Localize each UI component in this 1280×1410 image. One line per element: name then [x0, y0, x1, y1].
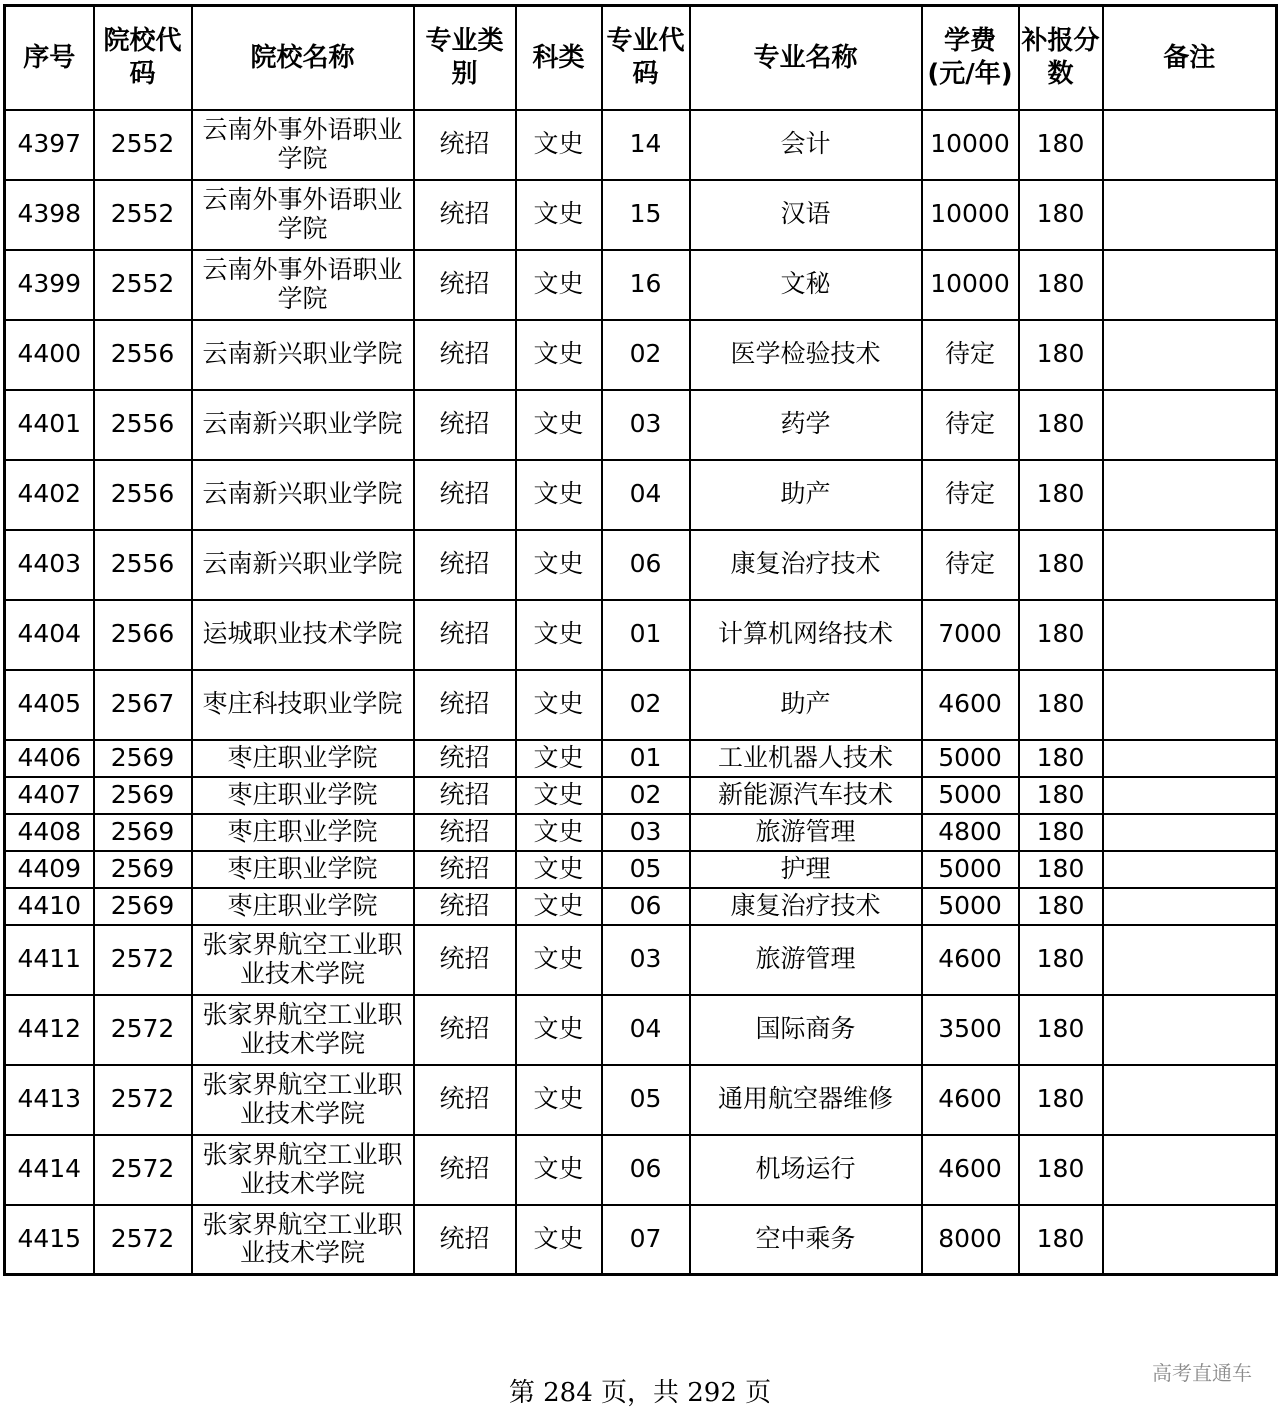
cell-major-name: 国际商务 — [690, 995, 922, 1065]
cell-school-code: 2556 — [94, 530, 192, 600]
table-row — [5, 250, 1277, 320]
cell-subject: 文史 — [516, 390, 602, 460]
cell-subject: 文史 — [516, 1205, 602, 1275]
cell-subject: 文史 — [516, 600, 602, 670]
table-row — [5, 814, 1277, 851]
cell-tuition: 4600 — [922, 925, 1019, 995]
cell-school-name: 枣庄职业学院 — [192, 814, 414, 851]
cell-seq: 4399 — [5, 250, 94, 320]
cell-major-code: 01 — [602, 600, 690, 670]
cell-tuition: 4600 — [922, 1135, 1019, 1205]
cell-major-name: 会计 — [690, 110, 922, 180]
cell-subject: 文史 — [516, 814, 602, 851]
cell-note — [1103, 320, 1277, 390]
table-row — [5, 1205, 1277, 1275]
table-row — [5, 995, 1277, 1065]
cell-score: 180 — [1019, 670, 1103, 740]
cell-tuition: 4600 — [922, 670, 1019, 740]
cell-major-name: 通用航空器维修 — [690, 1065, 922, 1135]
cell-school-code: 2569 — [94, 888, 192, 925]
cell-major-name: 旅游管理 — [690, 925, 922, 995]
cell-seq: 4406 — [5, 740, 94, 777]
cell-score: 180 — [1019, 814, 1103, 851]
cell-major-category: 统招 — [414, 530, 516, 600]
cell-major-code: 15 — [602, 180, 690, 250]
cell-note — [1103, 390, 1277, 460]
cell-subject: 文史 — [516, 110, 602, 180]
cell-school-name: 枣庄职业学院 — [192, 740, 414, 777]
cell-tuition: 10000 — [922, 110, 1019, 180]
cell-tuition: 待定 — [922, 390, 1019, 460]
cell-major-name: 护理 — [690, 851, 922, 888]
cell-major-category: 统招 — [414, 180, 516, 250]
cell-seq: 4414 — [5, 1135, 94, 1205]
cell-subject: 文史 — [516, 851, 602, 888]
cell-seq: 4398 — [5, 180, 94, 250]
cell-school-name: 张家界航空工业职业技术学院 — [192, 995, 414, 1065]
cell-tuition: 3500 — [922, 995, 1019, 1065]
cell-note — [1103, 814, 1277, 851]
table-row — [5, 530, 1277, 600]
table-row — [5, 1065, 1277, 1135]
table-row — [5, 1135, 1277, 1205]
cell-note — [1103, 250, 1277, 320]
cell-major-category: 统招 — [414, 460, 516, 530]
cell-tuition: 8000 — [922, 1205, 1019, 1275]
cell-seq: 4411 — [5, 925, 94, 995]
cell-subject: 文史 — [516, 1065, 602, 1135]
cell-major-category: 统招 — [414, 925, 516, 995]
table-row — [5, 670, 1277, 740]
cell-school-name: 枣庄职业学院 — [192, 777, 414, 814]
cell-score: 180 — [1019, 390, 1103, 460]
cell-note — [1103, 1135, 1277, 1205]
cell-subject: 文史 — [516, 777, 602, 814]
cell-major-code: 07 — [602, 1205, 690, 1275]
header-tuition: 学费(元/年) — [922, 6, 1019, 110]
cell-note — [1103, 1065, 1277, 1135]
cell-tuition: 5000 — [922, 888, 1019, 925]
cell-major-category: 统招 — [414, 670, 516, 740]
cell-subject: 文史 — [516, 888, 602, 925]
cell-major-name: 空中乘务 — [690, 1205, 922, 1275]
cell-school-code: 2572 — [94, 995, 192, 1065]
header-major-category: 专业类别 — [414, 6, 516, 110]
cell-school-name: 张家界航空工业职业技术学院 — [192, 1065, 414, 1135]
cell-major-code: 06 — [602, 888, 690, 925]
cell-note — [1103, 530, 1277, 600]
cell-major-category: 统招 — [414, 851, 516, 888]
cell-school-code: 2556 — [94, 460, 192, 530]
cell-school-name: 枣庄职业学院 — [192, 888, 414, 925]
cell-note — [1103, 180, 1277, 250]
watermark: 高考直通车 — [1152, 1361, 1252, 1385]
cell-major-name: 康复治疗技术 — [690, 888, 922, 925]
cell-seq: 4410 — [5, 888, 94, 925]
cell-seq: 4404 — [5, 600, 94, 670]
cell-major-name: 新能源汽车技术 — [690, 777, 922, 814]
cell-score: 180 — [1019, 1135, 1103, 1205]
cell-subject: 文史 — [516, 670, 602, 740]
cell-subject: 文史 — [516, 740, 602, 777]
cell-school-name: 张家界航空工业职业技术学院 — [192, 925, 414, 995]
cell-subject: 文史 — [516, 320, 602, 390]
cell-major-category: 统招 — [414, 250, 516, 320]
cell-school-name: 云南外事外语职业学院 — [192, 110, 414, 180]
cell-subject: 文史 — [516, 530, 602, 600]
cell-major-code: 03 — [602, 925, 690, 995]
cell-major-name: 旅游管理 — [690, 814, 922, 851]
cell-note — [1103, 1205, 1277, 1275]
header-major-code: 专业代码 — [602, 6, 690, 110]
table-row — [5, 600, 1277, 670]
cell-tuition: 10000 — [922, 250, 1019, 320]
cell-school-name: 运城职业技术学院 — [192, 600, 414, 670]
cell-school-code: 2552 — [94, 110, 192, 180]
cell-seq: 4407 — [5, 777, 94, 814]
header-score: 补报分数 — [1019, 6, 1103, 110]
cell-school-name: 云南新兴职业学院 — [192, 530, 414, 600]
cell-score: 180 — [1019, 600, 1103, 670]
cell-subject: 文史 — [516, 1135, 602, 1205]
cell-school-code: 2566 — [94, 600, 192, 670]
table-row — [5, 777, 1277, 814]
cell-school-code: 2569 — [94, 777, 192, 814]
cell-score: 180 — [1019, 1065, 1103, 1135]
cell-tuition: 5000 — [922, 740, 1019, 777]
cell-subject: 文史 — [516, 460, 602, 530]
cell-note — [1103, 600, 1277, 670]
cell-major-code: 16 — [602, 250, 690, 320]
header-school-name: 院校名称 — [192, 6, 414, 110]
cell-subject: 文史 — [516, 250, 602, 320]
cell-score: 180 — [1019, 460, 1103, 530]
cell-major-category: 统招 — [414, 390, 516, 460]
header-school-code: 院校代码 — [94, 6, 192, 110]
cell-major-name: 医学检验技术 — [690, 320, 922, 390]
cell-major-name: 计算机网络技术 — [690, 600, 922, 670]
table-row — [5, 851, 1277, 888]
cell-note — [1103, 851, 1277, 888]
cell-school-code: 2556 — [94, 390, 192, 460]
table-row — [5, 390, 1277, 460]
cell-note — [1103, 925, 1277, 995]
cell-major-code: 14 — [602, 110, 690, 180]
cell-major-code: 05 — [602, 1065, 690, 1135]
cell-seq: 4401 — [5, 390, 94, 460]
cell-school-name: 枣庄科技职业学院 — [192, 670, 414, 740]
cell-school-code: 2556 — [94, 320, 192, 390]
cell-major-code: 03 — [602, 814, 690, 851]
cell-major-code: 02 — [602, 777, 690, 814]
cell-major-code: 05 — [602, 851, 690, 888]
cell-tuition: 5000 — [922, 851, 1019, 888]
cell-school-name: 枣庄职业学院 — [192, 851, 414, 888]
cell-major-category: 统招 — [414, 888, 516, 925]
cell-subject: 文史 — [516, 180, 602, 250]
cell-major-name: 药学 — [690, 390, 922, 460]
table-body — [5, 110, 1277, 1275]
cell-score: 180 — [1019, 250, 1103, 320]
cell-tuition: 7000 — [922, 600, 1019, 670]
cell-seq: 4403 — [5, 530, 94, 600]
cell-major-code: 03 — [602, 390, 690, 460]
cell-major-name: 汉语 — [690, 180, 922, 250]
cell-major-code: 02 — [602, 670, 690, 740]
cell-school-code: 2567 — [94, 670, 192, 740]
cell-note — [1103, 460, 1277, 530]
cell-school-name: 云南新兴职业学院 — [192, 320, 414, 390]
header-note: 备注 — [1103, 6, 1277, 110]
cell-major-category: 统招 — [414, 995, 516, 1065]
cell-major-name: 文秘 — [690, 250, 922, 320]
cell-school-code: 2569 — [94, 740, 192, 777]
cell-major-category: 统招 — [414, 110, 516, 180]
cell-seq: 4413 — [5, 1065, 94, 1135]
cell-seq: 4408 — [5, 814, 94, 851]
cell-major-code: 01 — [602, 740, 690, 777]
cell-subject: 文史 — [516, 995, 602, 1065]
cell-score: 180 — [1019, 851, 1103, 888]
cell-score: 180 — [1019, 530, 1103, 600]
cell-score: 180 — [1019, 1205, 1103, 1275]
cell-school-code: 2572 — [94, 1205, 192, 1275]
cell-seq: 4409 — [5, 851, 94, 888]
cell-major-category: 统招 — [414, 777, 516, 814]
cell-tuition: 10000 — [922, 180, 1019, 250]
cell-seq: 4405 — [5, 670, 94, 740]
cell-school-name: 云南外事外语职业学院 — [192, 180, 414, 250]
cell-school-code: 2552 — [94, 180, 192, 250]
header-subject: 科类 — [516, 6, 602, 110]
cell-tuition: 待定 — [922, 460, 1019, 530]
cell-score: 180 — [1019, 740, 1103, 777]
header-seq: 序号 — [5, 6, 94, 110]
cell-major-category: 统招 — [414, 320, 516, 390]
cell-major-code: 02 — [602, 320, 690, 390]
cell-score: 180 — [1019, 180, 1103, 250]
cell-school-code: 2572 — [94, 1065, 192, 1135]
cell-school-code: 2569 — [94, 814, 192, 851]
cell-score: 180 — [1019, 888, 1103, 925]
cell-school-code: 2572 — [94, 925, 192, 995]
table-row — [5, 110, 1277, 180]
cell-note — [1103, 888, 1277, 925]
page-number: 第 284 页，共 292 页 — [508, 1378, 772, 1408]
cell-major-category: 统招 — [414, 1205, 516, 1275]
header-row — [5, 6, 1277, 110]
cell-school-name: 张家界航空工业职业技术学院 — [192, 1205, 414, 1275]
cell-note — [1103, 670, 1277, 740]
table-row — [5, 888, 1277, 925]
cell-subject: 文史 — [516, 925, 602, 995]
cell-school-name: 云南外事外语职业学院 — [192, 250, 414, 320]
table-row — [5, 460, 1277, 530]
cell-major-code: 04 — [602, 460, 690, 530]
cell-note — [1103, 740, 1277, 777]
cell-school-code: 2569 — [94, 851, 192, 888]
cell-major-category: 统招 — [414, 600, 516, 670]
cell-school-code: 2552 — [94, 250, 192, 320]
cell-note — [1103, 777, 1277, 814]
table-row — [5, 180, 1277, 250]
table-row — [5, 740, 1277, 777]
cell-major-name: 助产 — [690, 460, 922, 530]
cell-major-name: 工业机器人技术 — [690, 740, 922, 777]
cell-school-name: 云南新兴职业学院 — [192, 390, 414, 460]
cell-major-category: 统招 — [414, 740, 516, 777]
cell-score: 180 — [1019, 925, 1103, 995]
cell-tuition: 5000 — [922, 777, 1019, 814]
cell-major-code: 06 — [602, 1135, 690, 1205]
cell-school-code: 2572 — [94, 1135, 192, 1205]
cell-score: 180 — [1019, 995, 1103, 1065]
cell-score: 180 — [1019, 320, 1103, 390]
cell-major-category: 统招 — [414, 1135, 516, 1205]
cell-school-name: 张家界航空工业职业技术学院 — [192, 1135, 414, 1205]
cell-tuition: 4800 — [922, 814, 1019, 851]
header-major-name: 专业名称 — [690, 6, 922, 110]
table-row — [5, 320, 1277, 390]
cell-seq: 4402 — [5, 460, 94, 530]
cell-school-name: 云南新兴职业学院 — [192, 460, 414, 530]
cell-score: 180 — [1019, 777, 1103, 814]
cell-major-category: 统招 — [414, 1065, 516, 1135]
cell-seq: 4397 — [5, 110, 94, 180]
table-row — [5, 925, 1277, 995]
cell-major-code: 04 — [602, 995, 690, 1065]
cell-note — [1103, 995, 1277, 1065]
cell-major-code: 06 — [602, 530, 690, 600]
cell-major-name: 助产 — [690, 670, 922, 740]
cell-seq: 4412 — [5, 995, 94, 1065]
cell-seq: 4400 — [5, 320, 94, 390]
cell-note — [1103, 110, 1277, 180]
cell-seq: 4415 — [5, 1205, 94, 1275]
cell-major-name: 机场运行 — [690, 1135, 922, 1205]
cell-major-category: 统招 — [414, 814, 516, 851]
cell-score: 180 — [1019, 110, 1103, 180]
cell-tuition: 4600 — [922, 1065, 1019, 1135]
cell-tuition: 待定 — [922, 530, 1019, 600]
admission-table — [3, 4, 1278, 1276]
cell-tuition: 待定 — [922, 320, 1019, 390]
cell-major-name: 康复治疗技术 — [690, 530, 922, 600]
